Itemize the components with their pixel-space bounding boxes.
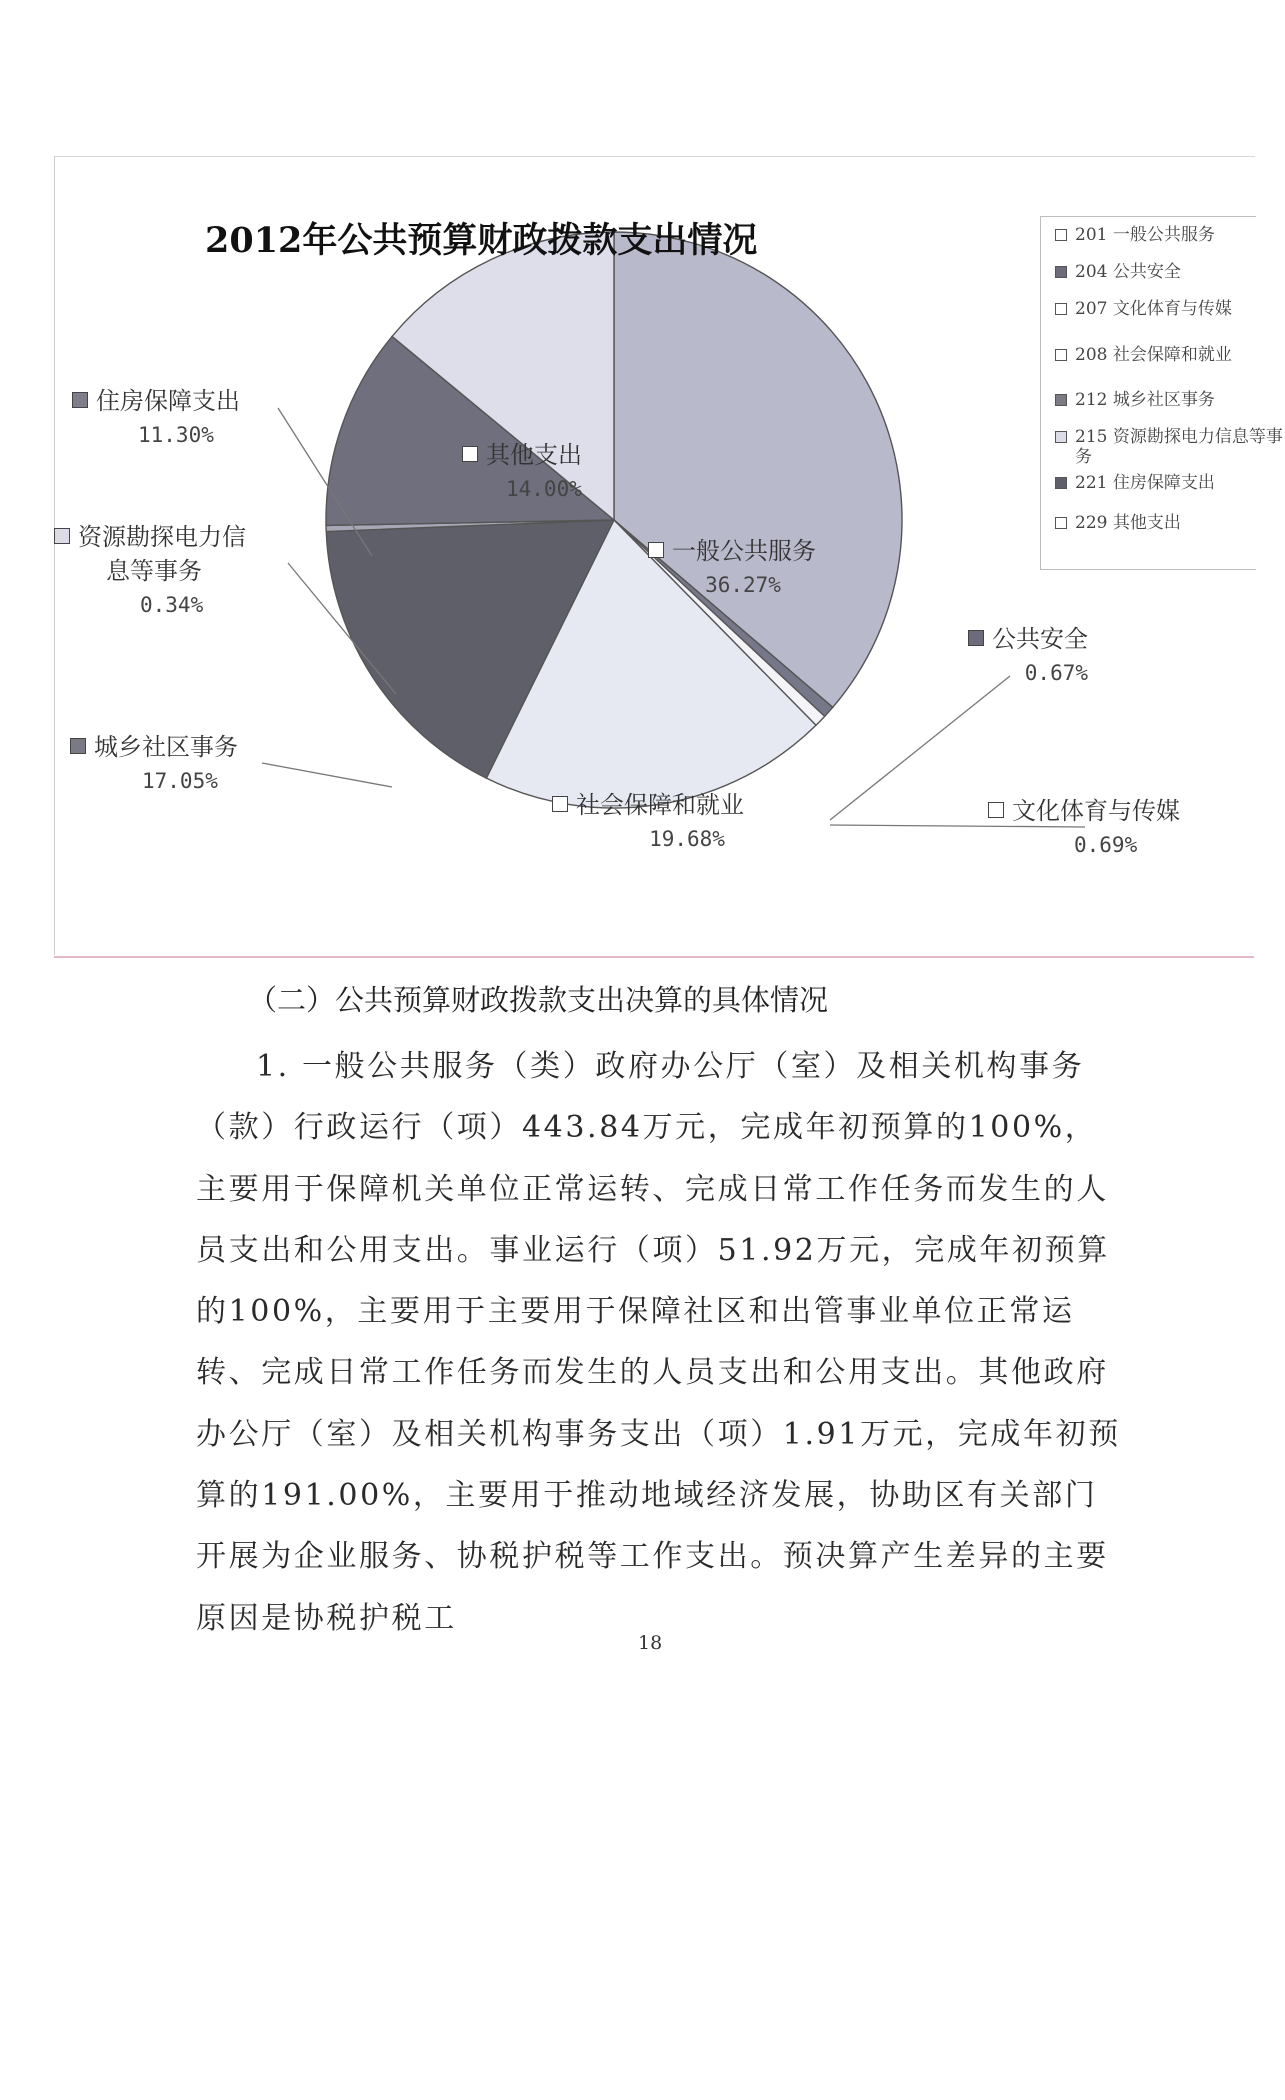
- legend-label: 212 城乡社区事务: [1075, 390, 1215, 410]
- slice-label-208: [552, 788, 744, 856]
- slice-label-swatch: [648, 542, 664, 558]
- legend-item-221: [1055, 473, 1285, 513]
- legend-swatch: [1055, 303, 1067, 315]
- slice-label-value: 14.00%: [506, 477, 582, 501]
- slice-label-name: 住房保障支出: [96, 387, 240, 415]
- legend-swatch: [1055, 517, 1067, 529]
- chart-legend: [1040, 216, 1283, 570]
- slice-label-name: 城乡社区事务: [94, 733, 238, 761]
- slice-label-value: 11.30%: [138, 423, 214, 447]
- legend-label: 204 公共安全: [1075, 262, 1181, 282]
- slice-label-swatch: [70, 738, 86, 754]
- legend-label: 215 资源勘探电力信息等事务: [1075, 427, 1283, 467]
- slice-label-value: 17.05%: [142, 769, 218, 793]
- slice-label-name: 其他支出: [486, 441, 582, 469]
- legend-item-229: [1055, 513, 1285, 543]
- page-number: 18: [638, 1632, 663, 1654]
- slice-label-value: 0.34%: [140, 593, 204, 617]
- slice-label-221: [72, 384, 240, 452]
- slice-label-name: 资源勘探电力信: [78, 523, 246, 551]
- legend-item-215: [1055, 427, 1285, 473]
- legend-swatch: [1055, 266, 1067, 278]
- slice-label-swatch: [968, 630, 984, 646]
- slice-label-swatch: [988, 802, 1004, 818]
- legend-swatch: [1055, 394, 1067, 406]
- legend-swatch: [1055, 477, 1067, 489]
- slice-label-name: 文化体育与传媒: [1012, 797, 1180, 825]
- slice-label-value: 36.27%: [705, 573, 781, 597]
- slice-label-name: 公共安全: [992, 625, 1088, 653]
- slice-label-swatch: [72, 392, 88, 408]
- slice-label-229: [462, 438, 582, 506]
- leader-line-3: [830, 676, 1010, 820]
- slice-label-value: 0.69%: [1074, 833, 1138, 857]
- slice-label-207: [988, 794, 1180, 862]
- slice-label-swatch: [462, 446, 478, 462]
- slice-label-value: 19.68%: [649, 827, 725, 851]
- chart-title: 2012年公共预算财政拨款支出情况: [205, 220, 758, 261]
- legend-item-207: [1055, 299, 1285, 345]
- legend-label: 208 社会保障和就业: [1075, 345, 1232, 365]
- slice-label-swatch: [552, 796, 568, 812]
- slice-label-value: 0.67%: [1024, 661, 1088, 685]
- leader-line-2: [262, 763, 392, 787]
- slice-label-swatch: [54, 528, 70, 544]
- legend-label: 201 一般公共服务: [1075, 225, 1215, 245]
- legend-label: 207 文化体育与传媒: [1075, 299, 1232, 319]
- slice-label-212: [70, 730, 238, 798]
- slice-label-201: [648, 534, 816, 602]
- slice-label-215: [54, 520, 246, 622]
- slice-label-name: 一般公共服务: [672, 537, 816, 565]
- slice-label-204: [968, 622, 1088, 690]
- slice-label-name: 社会保障和就业: [576, 791, 744, 819]
- legend-swatch: [1055, 431, 1067, 443]
- legend-swatch: [1055, 349, 1067, 361]
- legend-label: 229 其他支出: [1075, 513, 1181, 533]
- slice-label-name-cont: 息等事务: [106, 557, 202, 585]
- legend-item-208: [1055, 345, 1285, 390]
- legend-swatch: [1055, 229, 1067, 241]
- legend-item-212: [1055, 390, 1285, 427]
- body-paragraph: 1. 一般公共服务（类）政府办公厅（室）及相关机构事务（款）行政运行（项）443.84万元，完成年初预算的100%，主要用于保障机关单位正常运转、完成日常工作任务而发生的人员支出和公用支出。事业运行（项）51.92万元，完成年初预算的100%，主要用于主要用于保障社区和出管事业单位正常运转、完成日常工作任务而发生的人员支出和公用支出。其他政府办公厅（室）及相关机构事务支出（项）1.91万元，完成年初预算的191.00%，主要用于推动地域经济发展，协助区有关部门开展为企业服务、协税护税等工作支出。预决算产生差异的主要原因是协税护税工: [196, 1049, 1121, 1636]
- legend-item-201: [1055, 225, 1285, 262]
- section-heading: （二）公共预算财政拨款支出决算的具体情况: [248, 983, 829, 1017]
- legend-label: 221 住房保障支出: [1075, 473, 1215, 493]
- legend-item-204: [1055, 262, 1285, 299]
